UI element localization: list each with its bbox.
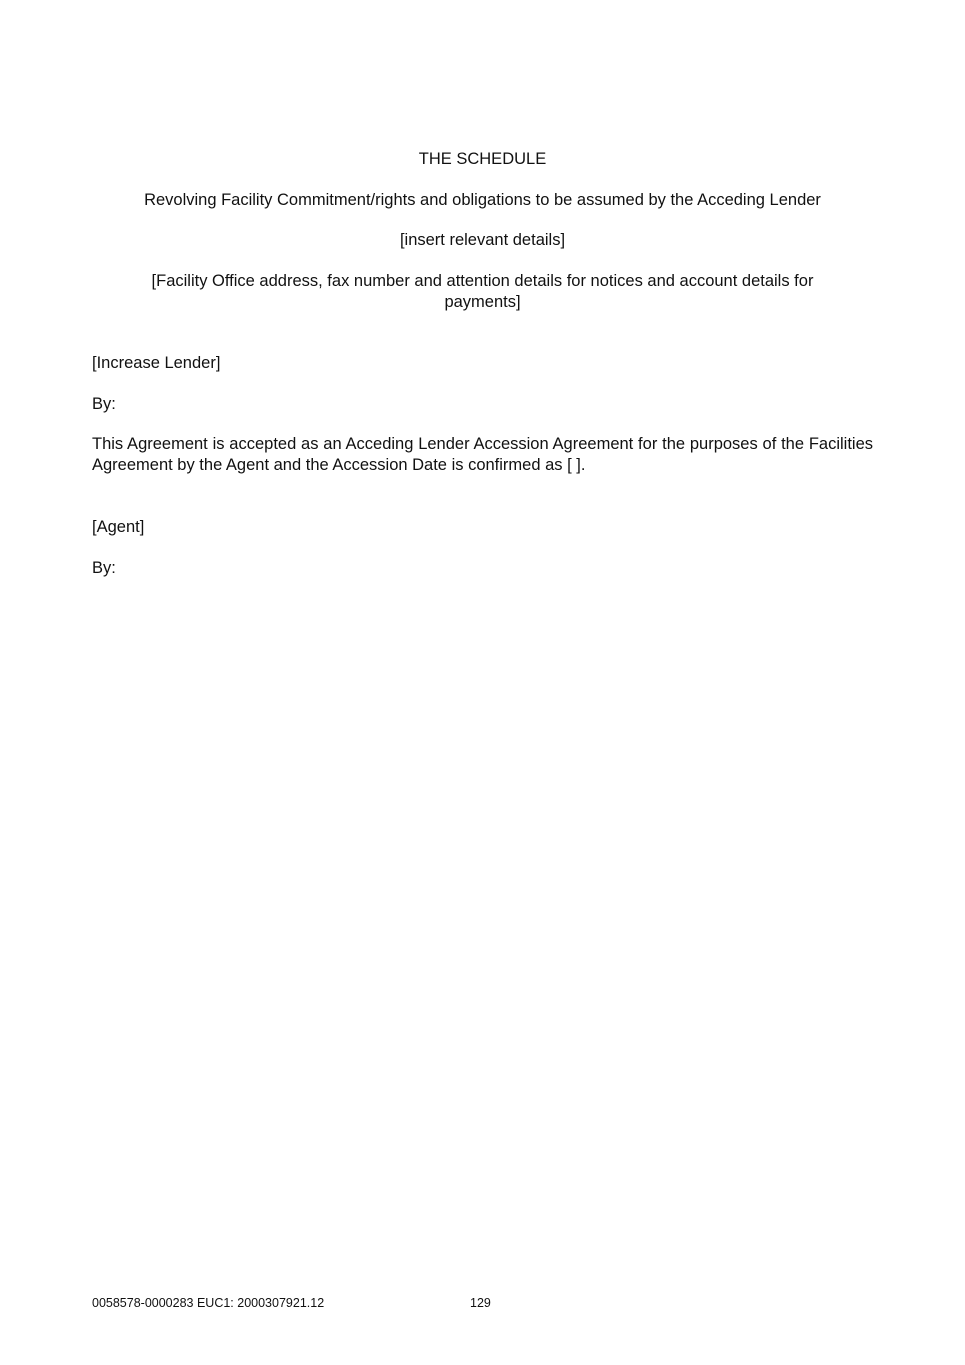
- schedule-title: THE SCHEDULE: [418, 150, 547, 168]
- lender-by-label: By:: [92, 395, 116, 413]
- office-details: [Facility Office address, fax number and attention details for notices and account details for payments]: [151, 272, 814, 311]
- details-placeholder: [insert relevant details]: [399, 231, 566, 249]
- agent-name: [Agent]: [92, 518, 145, 536]
- lender-name: [Increase Lender]: [92, 354, 221, 372]
- footer-document-ref: 0058578-0000283 EUC1: 2000307921.12: [92, 1296, 325, 1310]
- acceptance-paragraph: This Agreement is accepted as an Acceding Lender Accession Agreement for the purposes of the Facilities Agreement by the Agent and the Accession Date is confirmed as [ ].: [92, 435, 873, 474]
- footer-page-number: 129: [470, 1296, 491, 1310]
- schedule-subtitle: Revolving Facility Commitment/rights and obligations to be assumed by the Acceding Lender: [144, 191, 821, 209]
- agent-by-label: By:: [92, 559, 116, 577]
